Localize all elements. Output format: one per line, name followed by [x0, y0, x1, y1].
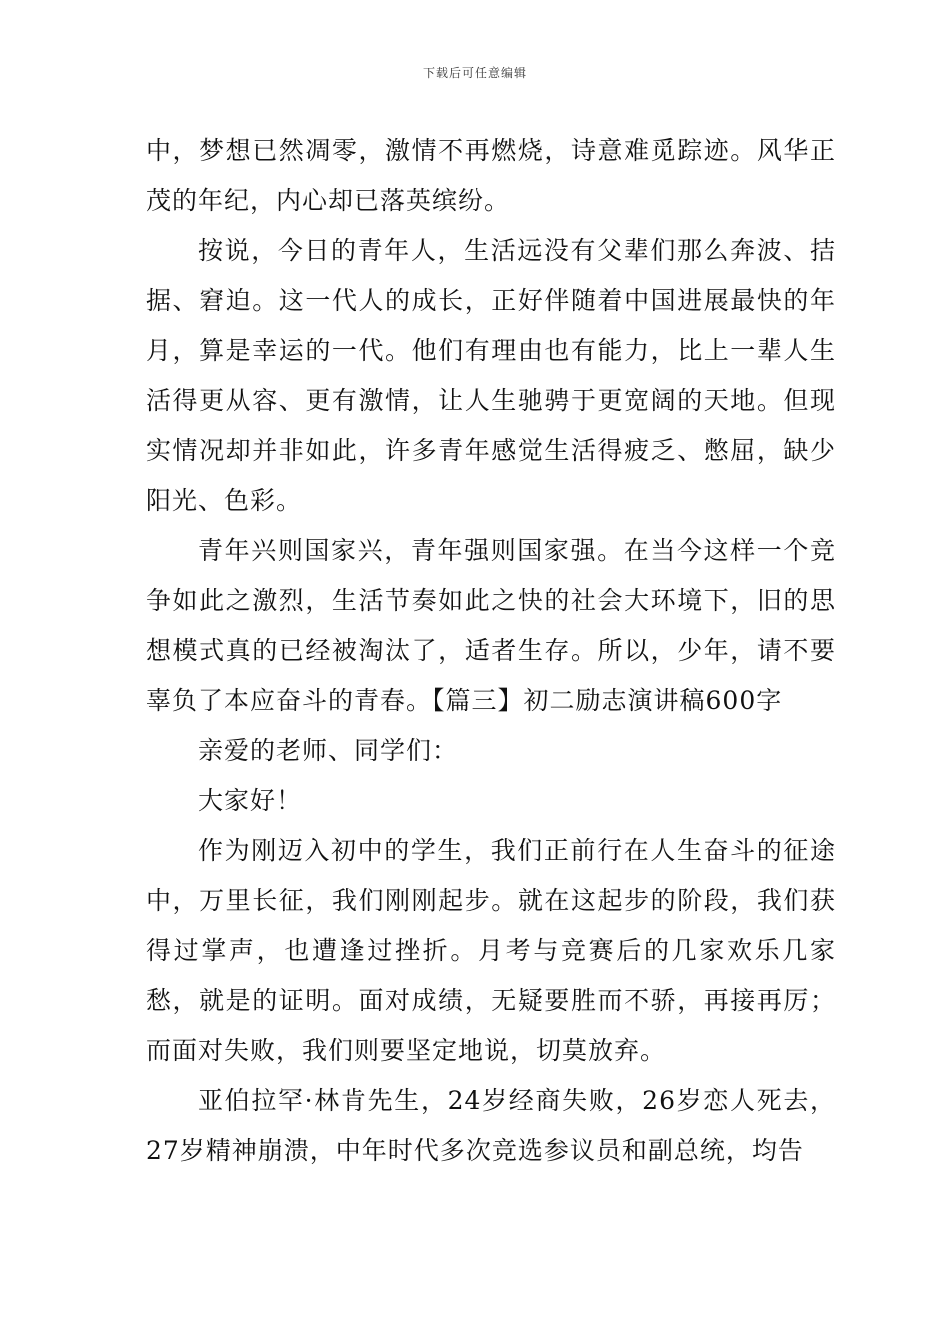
page-header: 下载后可任意编辑 [422, 66, 527, 80]
document-body [146, 126, 836, 1176]
paragraph: 作为刚迈入初中的学生，我们正前行在人生奋斗的征途中，万里长征，我们刚刚起步。就在这起步的阶段，我们获得过掌声，也遭逢过挫折。月考与竞赛后的几家欢乐几家愁，就是的证明。面对成绩，无疑要胜而不骄，再接再厉；而面对失败，我们则要坚定地说，切莫放弃。 [146, 836, 836, 1065]
paragraph: 按说，今日的青年人，生活远没有父辈们那么奔波、拮据、窘迫。这一代人的成长，正好伴随着中国进展最快的年月，算是幸运的一代。他们有理由也有能力，比上一辈人生活得更从容、更有激情，让人生驰骋于更宽阔的天地。但现实情况却并非如此，许多青年感觉生活得疲乏、憋屈，缺少阳光、色彩。 [146, 236, 836, 515]
paragraph: 青年兴则国家兴，青年强则国家强。在当今这样一个竞争如此之激烈，生活节奏如此之快的社会大环境下，旧的思想模式真的已经被淘汰了，适者生存。所以，少年，请不要辜负了本应奋斗的青春。【篇三】初二励志演讲稿600字 [146, 536, 836, 715]
paragraph: 亚伯拉罕·林肯先生，24岁经商失败，26岁恋人死去，27岁精神崩溃，中年时代多次竞选参议员和副总统，均告 [146, 1086, 836, 1165]
paragraph: 中，梦想已然凋零，激情不再燃烧，诗意难觅踪迹。风华正茂的年纪，内心却已落英缤纷。 [146, 136, 836, 215]
salutation: 亲爱的老师、同学们： [198, 736, 459, 765]
greeting: 大家好！ [198, 786, 303, 815]
